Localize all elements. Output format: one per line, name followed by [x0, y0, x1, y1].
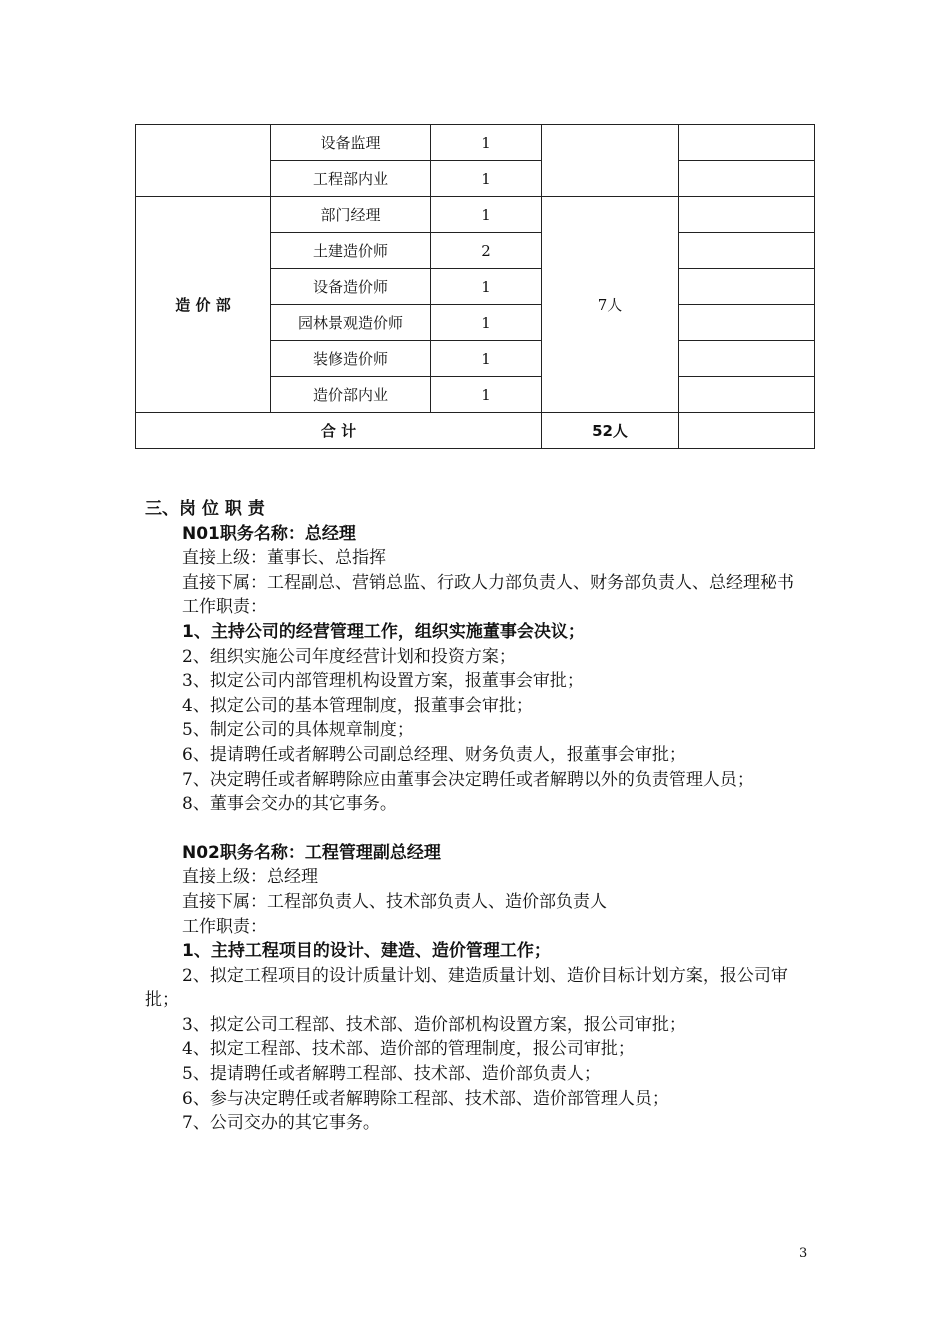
note-cell [679, 197, 815, 233]
job-title: N01职务名称：总经理 [182, 523, 356, 544]
dept-total-cell: 7人 [542, 197, 679, 413]
count-cell: 1 [431, 197, 542, 233]
position-cell: 设备监理 [271, 125, 431, 161]
page-number: 3 [799, 1246, 808, 1261]
duty-label: 工作职责： [182, 916, 267, 937]
duty-item: 1、主持工程项目的设计、建造、造价管理工作； [182, 941, 551, 962]
direct-superior: 直接上级：董事长、总指挥 [182, 548, 386, 569]
position-cell: 园林景观造价师 [271, 305, 431, 341]
position-cell: 造价部内业 [271, 377, 431, 413]
count-cell: 2 [431, 233, 542, 269]
duty-item: 4、拟定工程部、技术部、造价部的管理制度，报公司审批； [182, 1039, 635, 1060]
direct-subordinate: 直接下属：工程部负责人、技术部负责人、造价部负责人 [182, 891, 607, 912]
duty-item: 5、制定公司的具体规章制度； [182, 720, 414, 741]
duty-item: 1、主持公司的经营管理工作，组织实施董事会决议； [182, 621, 585, 642]
job-title: N02职务名称：工程管理副总经理 [182, 842, 441, 863]
note-cell [679, 233, 815, 269]
position-cell: 设备造价师 [271, 269, 431, 305]
dept-cell: 造 价 部 [136, 197, 271, 413]
dept-total-cell [542, 125, 679, 197]
position-cell: 工程部内业 [271, 161, 431, 197]
note-cell [679, 125, 815, 161]
staffing-table [135, 124, 815, 449]
note-cell [679, 341, 815, 377]
duty-item: 3、拟定公司工程部、技术部、造价部机构设置方案，报公司审批； [182, 1014, 686, 1035]
count-cell: 1 [431, 341, 542, 377]
duty-item: 6、参与决定聘任或者解聘除工程部、技术部、造价部管理人员； [182, 1088, 669, 1109]
count-cell: 1 [431, 269, 542, 305]
duty-item: 3、拟定公司内部管理机构设置方案，报董事会审批； [182, 671, 584, 692]
dept-cell [136, 125, 271, 197]
note-cell [679, 413, 815, 449]
table-row [136, 125, 815, 161]
sum-value: 52人 [542, 413, 679, 449]
duty-item: 8、董事会交办的其它事务。 [182, 794, 397, 815]
duty-item: 6、提请聘任或者解聘公司副总经理、财务负责人，报董事会审批； [182, 744, 686, 765]
table-row [136, 197, 815, 233]
direct-superior: 直接上级：总经理 [182, 867, 318, 888]
position-cell: 土建造价师 [271, 233, 431, 269]
count-cell: 1 [431, 161, 542, 197]
duty-item: 4、拟定公司的基本管理制度，报董事会审批； [182, 695, 533, 716]
position-cell: 装修造价师 [271, 341, 431, 377]
position-cell: 部门经理 [271, 197, 431, 233]
table-total-row [136, 413, 815, 449]
job-duties-section [145, 497, 820, 1136]
duty-label: 工作职责： [182, 597, 267, 618]
direct-subordinate: 直接下属：工程副总、营销总监、行政人力部负责人、财务部负责人、总经理秘书 [182, 572, 794, 593]
note-cell [679, 269, 815, 305]
count-cell: 1 [431, 305, 542, 341]
count-cell: 1 [431, 377, 542, 413]
duty-item: 7、决定聘任或者解聘除应由董事会决定聘任或者解聘以外的负责管理人员； [182, 769, 754, 790]
duty-item: 2、拟定工程项目的设计质量计划、建造质量计划、造价目标计划方案，报公司审批； [145, 965, 788, 1011]
duty-item: 5、提请聘任或者解聘工程部、技术部、造价部负责人； [182, 1064, 601, 1085]
spacer [145, 817, 820, 841]
duty-item: 7、公司交办的其它事务。 [182, 1113, 380, 1134]
section-heading: 三、岗 位 职 责 [145, 499, 265, 519]
duty-item: 2、组织实施公司年度经营计划和投资方案； [182, 646, 516, 667]
count-cell: 1 [431, 125, 542, 161]
note-cell [679, 377, 815, 413]
sum-label: 合 计 [136, 413, 542, 449]
note-cell [679, 305, 815, 341]
note-cell [679, 161, 815, 197]
